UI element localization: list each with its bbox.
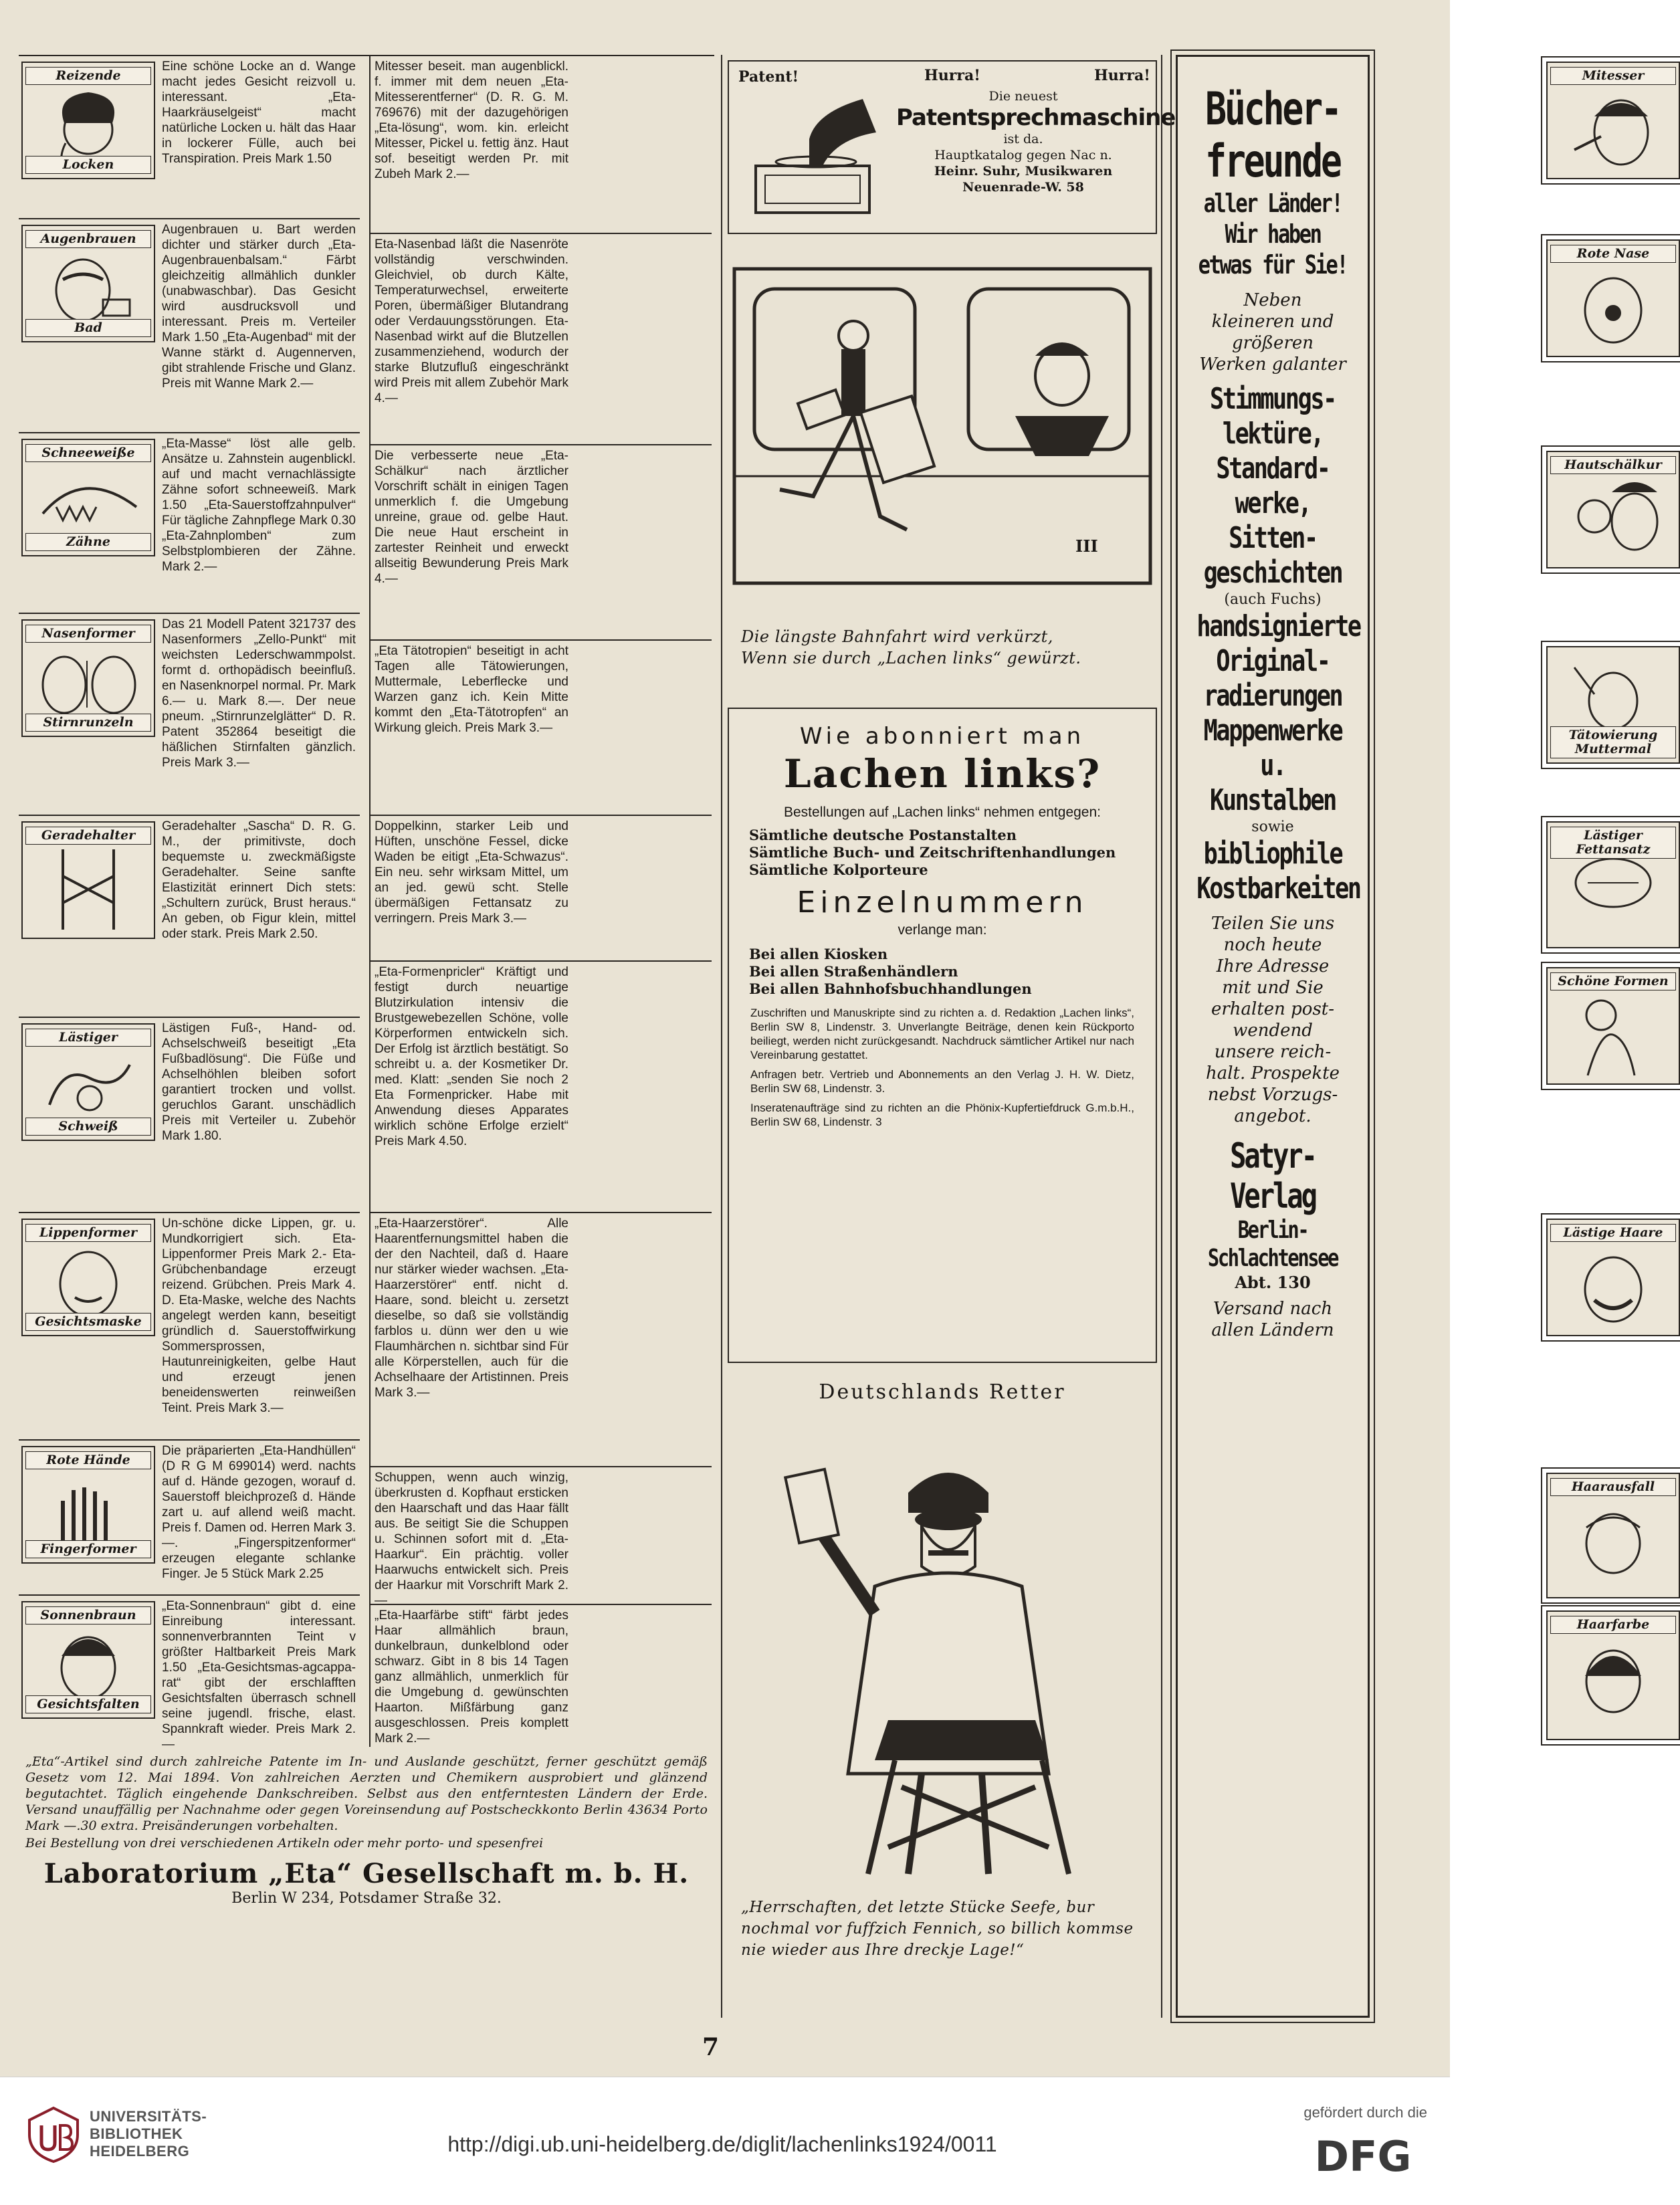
satyr-italic: größeren [1231,333,1314,353]
patent-badge: Patent! [738,68,799,86]
ad-label: Sonnenbraun [25,1606,151,1624]
ad-label: Schweiß [25,1118,151,1136]
ad-label: Haarausfall [1550,1478,1676,1496]
satyr-small: sowie [1251,819,1294,835]
abo-list-item: Bei allen Straßenhändlern [749,963,958,980]
satyr-line: Original- [1216,644,1330,678]
patent-line: Die neuest [988,89,1058,104]
ad-text: Augenbrauen u. Bart werden dichter und stärker durch „Eta-Augenbrauenbalsam.“ Färbt gleichzeitig allmählich dunkler (unabwaschbar). Das Gesicht wird ausdrucksvoll und interessant. Preis m. Verteiler Mark 1.50 „Eta-Augenbad“ mit der Wanne stärkt d. Augennerven, gibt strahlende Frische und Glanz. Preis mit Wanne Mark 2.— [162,223,356,391]
ad-illustration [21,619,155,737]
abo-list-item: Sämtliche Buch- und Zeitschriftenhandlungen [749,844,1116,861]
patent-line: Heinr. Suhr, Musikwaren [934,164,1113,179]
ad-lippenformer [19,1213,360,1441]
hurra-text: Hurra! [1094,67,1150,84]
ad-illustration [1546,1219,1680,1336]
retter-caption: nochmal vor fuffzich Fennich, so billich kommse [741,1920,1134,1937]
ad-text: Die verbesserte neue „Eta-Schälkur“ nach ärztlicher Vorschrift schält in einigen Tagen unmerklich f. die Umgebung unreine, graue od. gelbe Haut. Die neue Haut erscheint in zartester Reinheit und erweckt allseitig Bewunderung Preis Mark 4.— [375,449,568,586]
ad-illustration [1546,967,1680,1085]
satyr-italic: Ihre Adresse [1216,956,1330,976]
ad-text: „Eta-Haarzerstörer“. Alle Haarentfernungsmittel haben die der den Nachteil, daß d. Haare nur stärker wieder wachsen. „Eta-Haarzerstörer“ entf. nicht d. Haare, sond. bleicht u. zersetzt dieselbe, so daß sie vollständig farblos u. dünn wer den u wie Flaumhärchen n. sichtbar sind Für alle Körperstellen, auch für die Achselhaare der Artistinnen. Preis Mark 3.— [375,1217,568,1400]
gramophone-illustration [742,92,896,226]
satyr-line: werke, [1235,486,1311,520]
patent-line: Hauptkatalog gegen Nac n. [934,148,1112,163]
satyr-line: bibliophile [1203,837,1342,871]
ad-sonnenbraun [19,1596,360,1752]
ad-label: Lästiger [25,1029,151,1047]
retter-illustration [728,1412,1157,1894]
ad-label: Lästige Haare [1550,1224,1676,1242]
ad-illustration [1546,62,1680,179]
ad-text: Eta-Nasenbad läßt die Nasenröte vollständig verschwinden. Gleichviel, ob durch Kälte, Temperaturwechsel, erweiterte Poren, übermäßiger Blutandrang oder Verdauungsstörungen. Eta-Nasenbad wirkt auf die Blutzellen zusammenziehend, wodurch der starke Blutzufluß eingeschränkt wird Preis mit allem Zubehör Mark 4.— [375,237,568,405]
hurra-text: Hurra! [924,67,980,84]
ad-illustration [21,1601,155,1719]
ad-illustration [21,1446,155,1564]
patent-text [896,88,1176,195]
satyr-headline: Bücher- [1205,83,1340,136]
abo-title: Lachen links? [783,751,1101,797]
ad-label: Tätowierung Muttermal [1550,726,1676,758]
satyr-publisher-city: Berlin- [1237,1217,1308,1244]
ad-illustration [21,1219,155,1336]
satyr-line: u. Kunstalben [1210,748,1336,817]
viewer-footer [0,2077,1450,2205]
satyr-italic: kleineren und [1211,312,1334,332]
abo-small-print: Zuschriften und Manuskripte sind zu richten a. d. Redaktion „Lachen links“, Berlin SW 8, Lindenstr. 3. Unverlangte Beiträge, denen kein Rückporto beiliegt, werden nicht zurückgesandt. Nachdruck sämtlicher Artikel nur nach Vereinbarung gestattet. [750,1007,1134,1061]
retter-cartoon [728,1379,1157,2014]
abo-intro: Bestellungen auf „Lachen links“ nehmen entgegen: [784,805,1101,820]
satyr-publisher: Satyr-Verlag [1230,1136,1316,1217]
middle-column [721,55,1176,2018]
page-number: 7 [702,2033,720,2061]
satyr-line: Kostbarkeiten [1196,871,1360,906]
abo-small-print: Inseratenaufträge sind zu richten an die Phönix-Kupfertiefdruck G.m.b.H., Berlin SW 68, Lindenstr. 3 [750,1101,1134,1128]
satyr-italic: Teilen Sie uns [1211,914,1335,934]
abo-list-item: Bei allen Kiosken [749,946,888,962]
ad-label: Zähne [25,533,151,551]
ad-label: Gesichtsfalten [25,1695,151,1713]
ad-label: Lippenformer [25,1224,151,1242]
ad-text: „Eta-Formenpricler“ Kräftigt und festigt durch neuartige Blutzirkulation intensiv die Brustgewebezellen Schöne, volle Körperformen entwickeln sich. Der Erfolg ist ärztlich bestätigt. So schreibt u. a. der Kosmetiker Dr. med. Klatt: „senden Sie noch 2 Eta Formenpricker. Habe mit Anwendung dieses Apparates wirklich schöne Erfolge erzielt“ Preis Mark 4.50. [375,965,568,1148]
ad-label: Hautschälkur [1550,456,1676,474]
ad-text: „Eta-Sonnenbraun“ gibt d. eine Einreibung interessant. sonnenverbrannten Teint v größter Haltbarkeit Preis Mark 1.50 „Eta-Gesichtsmas-agcappa-rat“ gibt der erschlafften Gesichtsfalten überrasch schnell seine jugendl. frische, elast. Spannkraft wieder. Preis Mark 2.— [162,1599,356,1752]
abo-list-item: Sämtliche deutsche Postanstalten [749,827,1017,843]
patent-line: ist da. [1003,132,1043,146]
ad-schweiss [19,1018,360,1213]
ad-label: Haarfarbe [1550,1616,1676,1634]
ad-haende [19,1441,360,1596]
ad-nasenformer [19,614,360,816]
einzelnummern-heading: Einzelnummern [797,885,1088,920]
ad-label: Fingerformer [25,1540,151,1558]
ad-illustration [21,225,155,342]
satyr-italic: unsere reich- [1214,1042,1332,1062]
university-library-name [90,2108,207,2160]
satyr-line: geschichten [1203,556,1342,590]
satyr-line: Wir haben [1225,219,1321,249]
satyr-italic: halt. Prospekte [1205,1063,1340,1083]
satyr-italic: mit und Sie [1222,978,1324,998]
abonnement-box [728,708,1157,1363]
ad-illustration [1546,821,1680,948]
satyr-department: Abt. 130 [1235,1273,1311,1292]
ad-text: Die präparierten „Eta-Handhüllen“ (D R G M 699014) werd. nachts auf d. Hände gezogen, worauf d. Sauerstoff bleichprozeß d. Hände zart u. auf allend weiß macht. Preis f. Damen od. Herren Mark 3.—. „Fingerspitzenformer“ erzeugen elegante schlanke Finger. Je 5 Stück Mark 2.25 [162,1444,356,1581]
patent-headline: Patentsprechmaschine [896,104,1176,131]
ad-illustration [1546,646,1680,764]
satyr-line: Mappenwerke [1203,714,1342,748]
ub-line: UNIVERSITÄTS- [90,2108,207,2125]
ub-line: BIBLIOTHEK [90,2125,183,2142]
satyr-line: Stimmungs- [1210,382,1336,416]
abo-small-print: Anfragen betr. Vertrieb und Abonnements an den Verlag J. H. W. Dietz, Berlin SW 68, Lindenstr. 3. [750,1068,1134,1095]
abo-heading: Wie abonniert man [799,723,1085,750]
satyr-italic: nebst Vorzugs- [1207,1085,1338,1105]
dfg-logo-text: DFG [1314,2132,1412,2181]
ad-illustration [21,1023,155,1141]
satyr-line: Sitten- [1229,521,1317,555]
ad-text: „Eta Tätotropien“ beseitigt in acht Tagen alle Tätowierungen, Muttermale, Leberflecke und Warzen ganz ich. Kein Mitte kommt den „Eta-Tätotropfen“ an Wirkung gleich. Preis Mark 3.— [375,644,568,735]
ad-text: Das 21 Modell Patent 321737 des Nasenformers „Zello-Punkt“ mit weichsten Lederschwammpolst. formt d. orthopädisch beeinfluß. en Nasenknorpel normal. Pr. Mark 6.— u. Mark 8.—. Der neue pneum. „Stirnrunzelglätter“ D. R. Patent 352864 beseitigt die häßlichen Stirnfalten gänzlich. Preis Mark 3.— [162,617,356,770]
ad-label: Nasenformer [25,625,151,643]
satyr-italic: angebot. [1234,1106,1311,1126]
ad-illustration [1546,451,1680,568]
eta-footer [19,1751,714,2018]
eta-footer-note-2: Bei Bestellung von drei verschiedenen Artikeln oder mehr porto- und spesenfrei [25,1836,544,1851]
university-library-logo[interactable] [27,2105,80,2164]
satyr-small: (auch Fuchs) [1224,591,1322,608]
ad-illustration [21,439,155,556]
ad-illustration [21,821,155,939]
satyr-italic: allen Ländern [1211,1320,1334,1340]
retter-caption: nie wieder aus Ihre dreckje Lage!“ [741,1941,1025,1959]
satyr-italic: Neben [1243,290,1302,310]
ad-haarausfall [371,1467,1655,1608]
ad-text: „Eta-Haarfärbe stift“ färbt jedes Haar allmählich braun, dunkelbraun, dunkelblond oder schwarz. Gibt in 8 bis 14 Tagen ganz allmählich, unmerklich für die Umgebung d. gewünschten Haarton. Mißfärbung ganz ausgeschlossen. Preis komplett Mark 2.— [375,1608,568,1746]
ad-text: Un-schöne dicke Lippen, gr. u. Mundkorrigiert sich. Eta-Lippenformer Preis Mark 2.- Eta-Grübchenbandage erzeugt reizend. Grübchen. Preis Mark 4. D. Eta-Maske, welche des Nachts angelegt werden kann, beseitigt gründlich d. Sauerstoffwirkung Sommersprossen, Hautunreinigkeiten, gelbe Haut und erzeugt jenen beneidenswerten reinweißen Teint. Preis Mark 3.— [162,1217,356,1415]
eta-company-name: Laboratorium „Eta“ Gesellschaft m. b. H. [43,1858,690,1889]
satyr-line: Standard- [1216,451,1330,486]
satyr-headline: freunde [1205,135,1340,188]
satyr-italic: erhalten post- [1211,999,1335,1019]
ad-zaehne [19,433,360,614]
satyr-line: handsignierte [1196,609,1360,643]
ad-label: Schneeweiße [25,444,151,462]
eta-company-address: Berlin W 234, Potsdamer Straße 32. [231,1890,502,1907]
satyr-line: etwas für Sie! [1198,250,1348,280]
abo-list-item: Sämtliche Kolporteure [749,861,928,878]
eta-column-left [19,56,364,1752]
train-caption: Die längste Bahnfahrt wird verkürzt, [741,627,1053,646]
ad-locken [19,56,360,219]
ad-augenbrauen [19,219,360,433]
ad-illustration [1546,239,1680,357]
ad-text: Mitesser beseit. man augenblickl. f. immer mit dem neuen „Eta-Mitesserentferner“ (D. R. G. M. 769676) mit der dazugehörigen „Eta-lösung“, wom. kin. erleicht Mitesser, Pickel u. fettig änz. Haut sof. beseitigt werden Pr. mit Zubeh Mark 2.— [375,60,568,181]
ad-text: Lästigen Fuß-, Hand- od. Achselschweiß beseitigt „Eta Fußbadlösung“. Die Füße und Achselhöhlen bleiben sofort garantiert trocken und vollst. geruchlos Garant. unschädlich Preis mit Verteiler u. Zubehör Mark 1.80. [162,1021,356,1143]
satyr-line: aller Länder! [1203,189,1342,218]
ad-label: Locken [25,156,151,174]
ad-text: Doppelkinn, starker Leib und Hüften, unschöne Fessel, dicke Waden be eitigt „Eta-Schwazus“. Ein neu. sehr wirksam Mittel, um an jed. gewü scht. Stelle übermäßigen Fettansatz zu verringern. Preis Mark 3.— [375,819,568,926]
retter-title: Deutschlands Retter [819,1380,1066,1404]
ad-label: Rote Hände [25,1451,151,1469]
ad-illustration [1546,1473,1680,1598]
ad-label: Gesichtsmaske [25,1313,151,1331]
ub-line: HEIDELBERG [90,2143,190,2160]
patent-sprechmaschine-ad [728,60,1176,234]
ad-label: Schöne Formen [1550,972,1676,990]
retter-caption: „Herrschaften, det letzte Stücke Seefe, bur [741,1899,1095,1916]
ad-text: Schuppen, wenn auch winzig, überkrusten d. Kopfhaut ersticken den Haarschaft und das Haar fällt aus. Be seitigt Sie die Schuppen u. Schinnen sofort mit d. „Eta-Haarkur“. Ein prächtig. voller Haarwuchs entwickelt sich. Preis der Haarkur mit Vorschrift Mark 2.— [375,1471,568,1608]
ad-label: Bad [25,319,151,337]
ad-label: Augenbrauen [25,230,151,248]
satyr-line: radierungen [1203,679,1342,713]
ad-text: „Eta-Masse“ löst alle gelb. Ansätze u. Zahnstein augenblickl. auf und macht vernachlässigte Zähne sofort schneeweiß. Mark 1.50 „Eta-Sauerstoffzahnpulver“ Für tägliche Zahnpflege Mark 0.30 „Eta-Zahnplomben“ zum Selbstplombieren der Zähne. Mark 2.— [162,437,356,574]
abo-intro: verlange man: [898,922,987,938]
dfg-label: gefördert durch die [1303,2104,1427,2121]
satyr-publisher-city: Schlachtensee [1207,1245,1338,1272]
satyr-italic: Versand nach [1213,1299,1333,1319]
satyr-italic: noch heute [1223,935,1322,955]
train-caption: Wenn sie durch „Lachen links“ gewürzt. [741,649,1081,667]
ad-label: Lästiger Fettansatz [1550,827,1676,859]
eta-footer-note: „Eta“-Artikel sind durch zahlreiche Patente im In- und Auslande geschützt, ferner geschützt gemäß Gesetz vom 12. Mai 1894. Von zahlreichen Aerzten und Chemikern ausprobiert und glänzend begutachtet. Täglich eingehende Dankschreiben. Selbst aus den entferntesten Ländern der Erde. Versand unauffällig per Nachnahme oder gegen Voreinsendung auf Postscheckkonto Berlin 43634 Porto Mark —.30 extra. Preisänderungen vorbehalten. [25,1754,708,1833]
satyr-verlag-ad [1176,55,1370,2018]
abo-list-item: Bei allen Bahnhofsbuchhandlungen [749,980,1032,997]
train-cartoon [728,249,1157,677]
patent-line: Neuenrade-W. 58 [962,180,1084,195]
ad-label: Reizende [25,67,151,85]
ad-illustration [21,62,155,179]
ad-haarfarbe [371,1605,1650,1747]
ad-label: Stirnrunzeln [25,714,151,732]
permalink-url[interactable]: http://digi.ub.uni-heidelberg.de/diglit/lachenlinks1924/0011 [447,2132,997,2156]
cartoon-mark: III [1075,536,1098,556]
train-cartoon-illustration [728,249,1157,610]
ad-label: Mitesser [1550,67,1676,85]
ad-text: Geradehalter „Sascha“ D. R. G. M., der primitivste, doch bequemste u. zweckmäßigste Geradehalter. Seine sanfte Elastizität erinnert Dich stets: „Schultern zurück, Brust heraus.“ An geben, ob Figur klein, mittel oder stark. Preis Mark 2.50. [162,819,356,941]
ad-illustration [1546,1610,1680,1740]
ad-label: Rote Nase [1550,245,1676,263]
satyr-italic: wendend [1233,1021,1313,1041]
satyr-italic: Werken galanter [1199,354,1346,375]
ad-text: Eine schöne Locke an d. Wange macht jedes Gesicht reizvoll u. interessant. „Eta-Haarkräuselgeist“ macht natürliche Locken u. hält das Haar in lockerer Fülle, auch bei Transpiration. Preis Mark 1.50 [162,60,356,166]
ad-label: Geradehalter [25,827,151,845]
dfg-logo[interactable] [1303,2132,1423,2181]
ad-geradehalter [19,816,360,1018]
satyr-line: lektüre, [1222,417,1324,451]
